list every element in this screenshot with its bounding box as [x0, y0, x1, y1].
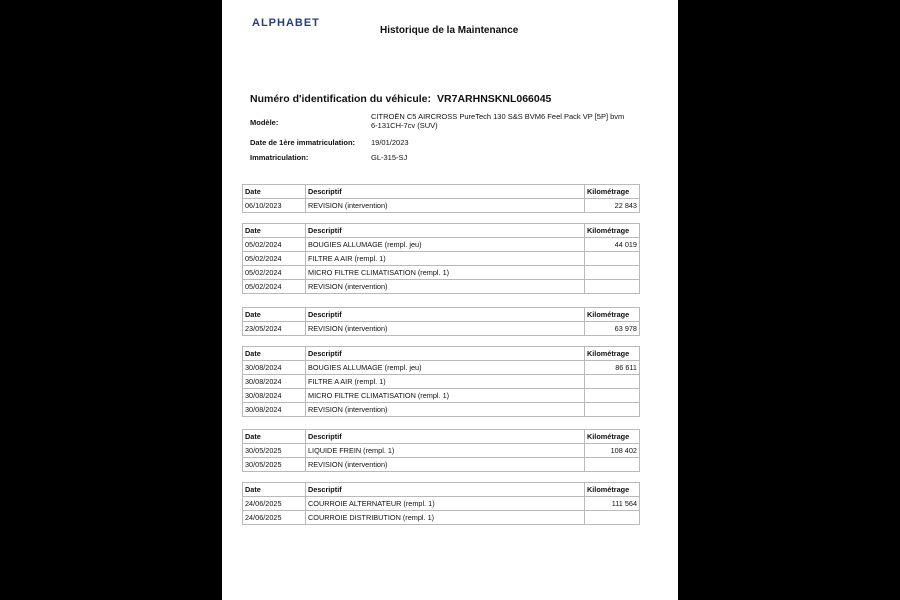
- table-row: [243, 238, 640, 252]
- table-row: [243, 389, 640, 403]
- header-date: Date: [243, 430, 306, 444]
- table-header-row: [243, 483, 640, 497]
- info-value: CITROËN C5 AIRCROSS PureTech 130 S&S BVM6 Feel Pack VP [5P] bvm 6-131CH-7cv (SUV): [371, 112, 625, 130]
- row-kilometrage: 111 564: [585, 497, 640, 511]
- row-kilometrage: [585, 511, 640, 525]
- table-row: [243, 403, 640, 417]
- row-descriptif: COURROIE ALTERNATEUR (rempl. 1): [306, 497, 585, 511]
- table-row: [243, 252, 640, 266]
- info-label: Modèle:: [250, 118, 279, 127]
- header-kilometrage: Kilométrage: [585, 308, 640, 322]
- header-descriptif: Descriptif: [306, 185, 585, 199]
- row-kilometrage: [585, 458, 640, 472]
- header-date: Date: [243, 185, 306, 199]
- row-kilometrage: 86 611: [585, 361, 640, 375]
- row-date: 05/02/2024: [243, 266, 306, 280]
- header-date: Date: [243, 347, 306, 361]
- maintenance-table: [242, 429, 640, 472]
- table-row: [243, 511, 640, 525]
- header-date: Date: [243, 224, 306, 238]
- row-date: 24/06/2025: [243, 497, 306, 511]
- vin-value: VR7ARHNSKNL066045: [437, 93, 552, 105]
- row-descriptif: REVISION (intervention): [306, 322, 585, 336]
- maintenance-table: [242, 482, 640, 525]
- table-row: [243, 375, 640, 389]
- row-kilometrage: [585, 280, 640, 294]
- row-kilometrage: [585, 266, 640, 280]
- row-date: 05/02/2024: [243, 252, 306, 266]
- maintenance-table: [242, 346, 640, 417]
- header-descriptif: Descriptif: [306, 430, 585, 444]
- company-logo: ALPHABET: [252, 17, 320, 29]
- info-value: 19/01/2023: [371, 138, 409, 147]
- row-descriptif: REVISION (intervention): [306, 199, 585, 213]
- maintenance-table: [242, 307, 640, 336]
- row-descriptif: FILTRE A AIR (rempl. 1): [306, 252, 585, 266]
- maintenance-table: [242, 223, 640, 294]
- header-kilometrage: Kilométrage: [585, 347, 640, 361]
- document-page: [222, 0, 678, 600]
- row-date: 06/10/2023: [243, 199, 306, 213]
- row-descriptif: REVISION (intervention): [306, 403, 585, 417]
- header-descriptif: Descriptif: [306, 483, 585, 497]
- info-label: Immatriculation:: [250, 153, 309, 162]
- row-kilometrage: 22 843: [585, 199, 640, 213]
- row-date: 30/08/2024: [243, 403, 306, 417]
- header-kilometrage: Kilométrage: [585, 185, 640, 199]
- table-row: [243, 322, 640, 336]
- table-header-row: [243, 430, 640, 444]
- row-date: 30/05/2025: [243, 444, 306, 458]
- table-row: [243, 458, 640, 472]
- table-row: [243, 361, 640, 375]
- row-date: 30/08/2024: [243, 375, 306, 389]
- header-date: Date: [243, 308, 306, 322]
- row-kilometrage: 44 019: [585, 238, 640, 252]
- row-kilometrage: [585, 375, 640, 389]
- table-header-row: [243, 185, 640, 199]
- header-descriptif: Descriptif: [306, 347, 585, 361]
- vin-label: Numéro d'identification du véhicule:: [250, 93, 432, 105]
- row-descriptif: BOUGIES ALLUMAGE (rempl. jeu): [306, 238, 585, 252]
- page-title: Historique de la Maintenance: [380, 25, 519, 36]
- row-date: 24/06/2025: [243, 511, 306, 525]
- row-descriptif: MICRO FILTRE CLIMATISATION (rempl. 1): [306, 266, 585, 280]
- header-date: Date: [243, 483, 306, 497]
- table-header-row: [243, 308, 640, 322]
- maintenance-table: [242, 184, 640, 213]
- table-header-row: [243, 224, 640, 238]
- header-descriptif: Descriptif: [306, 308, 585, 322]
- row-date: 05/02/2024: [243, 238, 306, 252]
- table-header-row: [243, 347, 640, 361]
- row-kilometrage: [585, 252, 640, 266]
- table-row: [243, 497, 640, 511]
- row-descriptif: REVISION (intervention): [306, 458, 585, 472]
- row-date: 30/05/2025: [243, 458, 306, 472]
- table-row: [243, 266, 640, 280]
- row-date: 05/02/2024: [243, 280, 306, 294]
- vin-line: [250, 93, 551, 105]
- row-kilometrage: [585, 403, 640, 417]
- row-date: 30/08/2024: [243, 389, 306, 403]
- row-kilometrage: [585, 389, 640, 403]
- info-value: GL-315-SJ: [371, 153, 408, 162]
- row-descriptif: MICRO FILTRE CLIMATISATION (rempl. 1): [306, 389, 585, 403]
- table-row: [243, 444, 640, 458]
- header-kilometrage: Kilométrage: [585, 483, 640, 497]
- info-label: Date de 1ère immatriculation:: [250, 138, 356, 147]
- header-kilometrage: Kilométrage: [585, 224, 640, 238]
- row-descriptif: FILTRE A AIR (rempl. 1): [306, 375, 585, 389]
- row-descriptif: COURROIE DISTRIBUTION (rempl. 1): [306, 511, 585, 525]
- header-kilometrage: Kilométrage: [585, 430, 640, 444]
- row-date: 23/05/2024: [243, 322, 306, 336]
- header-descriptif: Descriptif: [306, 224, 585, 238]
- table-row: [243, 199, 640, 213]
- row-kilometrage: 108 402: [585, 444, 640, 458]
- row-kilometrage: 63 978: [585, 322, 640, 336]
- row-descriptif: BOUGIES ALLUMAGE (rempl. jeu): [306, 361, 585, 375]
- row-descriptif: REVISION (intervention): [306, 280, 585, 294]
- row-descriptif: LIQUIDE FREIN (rempl. 1): [306, 444, 585, 458]
- table-row: [243, 280, 640, 294]
- row-date: 30/08/2024: [243, 361, 306, 375]
